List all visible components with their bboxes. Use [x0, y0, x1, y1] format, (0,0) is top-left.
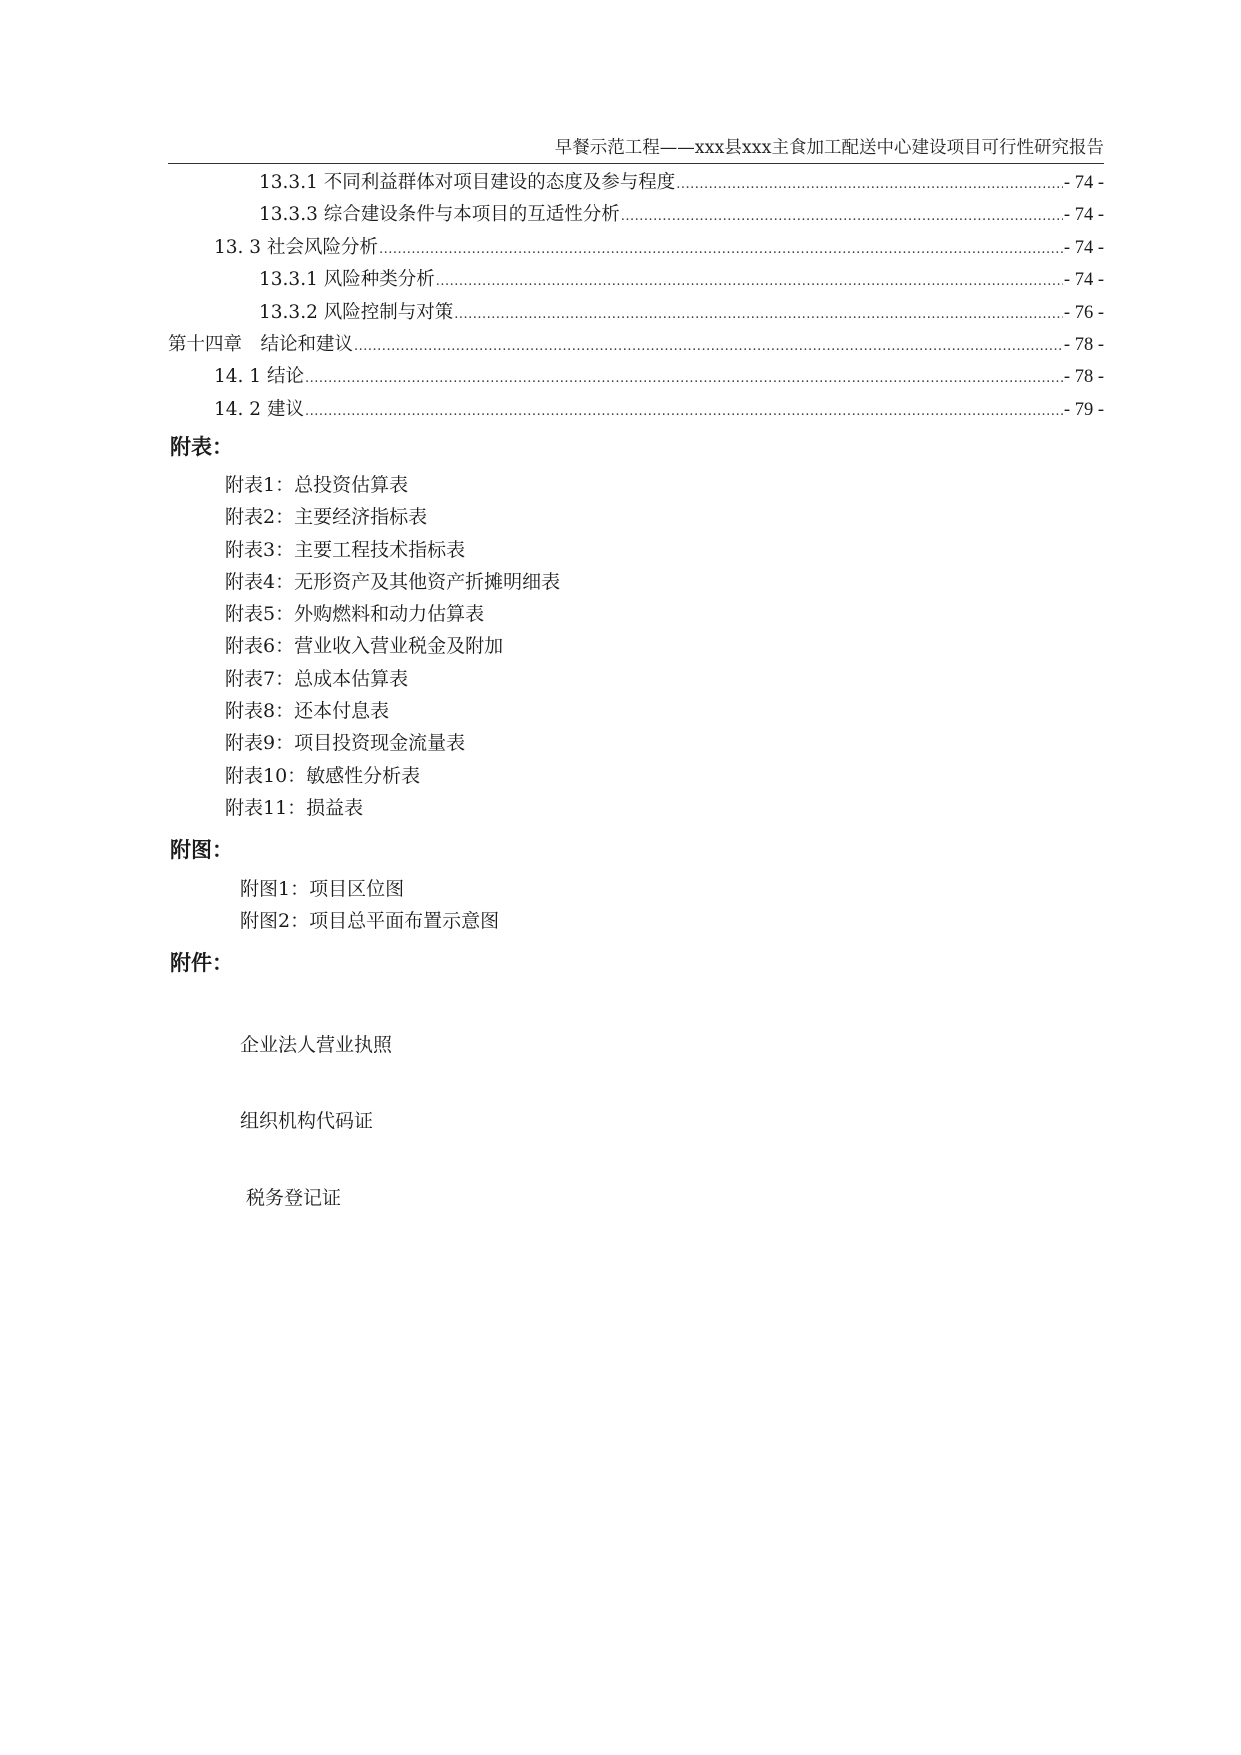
toc-entry-page: - 79 - [1063, 399, 1104, 420]
toc-leader-dots [354, 331, 1063, 363]
toc-leader-dots [454, 299, 1063, 331]
toc-entry-title: 14. 2 建议 [214, 398, 304, 420]
toc-entry-title: 13. 3 社会风险分析 [214, 236, 378, 258]
toc-leader-dots [379, 234, 1063, 266]
toc-entry-page: - 74 - [1063, 270, 1104, 291]
list-item: 企业法人营业执照 [240, 1034, 393, 1056]
toc-entry[interactable] [168, 264, 1104, 296]
list-item: 附表9：项目投资现金流量表 [225, 732, 466, 755]
appendix-figures-list [240, 873, 499, 938]
toc-entry-title: 14. 1 结论 [214, 366, 304, 388]
toc-entry[interactable] [168, 297, 1104, 329]
list-item: 附表10：敏感性分析表 [225, 764, 421, 787]
toc-entry[interactable] [168, 394, 1104, 426]
toc-entry-page: - 74 - [1063, 173, 1104, 193]
toc-entry[interactable] [168, 199, 1104, 231]
page-header [168, 133, 1104, 164]
appendix-tables-heading: 附表： [170, 435, 233, 459]
toc-entry[interactable] [168, 232, 1104, 264]
toc-entry-page: - 74 - [1063, 205, 1104, 226]
toc-leader-dots [305, 363, 1063, 395]
toc-leader-dots [621, 201, 1063, 233]
toc-leader-dots [676, 169, 1063, 201]
toc-leader-dots [436, 266, 1063, 298]
list-item: 附表5：外购燃料和动力估算表 [225, 603, 485, 626]
table-of-contents [168, 167, 1104, 426]
toc-entry-title: 13.3.1 风险种类分析 [259, 269, 435, 291]
list-item: 组织机构代码证 [240, 1110, 374, 1133]
list-item: 附表4：无形资产及其他资产折摊明细表 [225, 570, 561, 593]
toc-entry[interactable] [168, 329, 1104, 361]
toc-entry-title: 13.3.3 综合建设条件与本项目的互适性分析 [259, 204, 620, 226]
list-item: 附表2：主要经济指标表 [225, 506, 428, 529]
list-item: 附表6：营业收入营业税金及附加 [225, 635, 504, 658]
list-item: 税务登记证 [240, 1186, 342, 1209]
toc-entry-page: - 74 - [1063, 237, 1104, 258]
toc-entry-title: 13.3.1 不同利益群体对项目建设的态度及参与程度 [259, 172, 676, 193]
toc-entry-page: - 78 - [1063, 334, 1104, 355]
toc-entry-title: 13.3.2 风险控制与对策 [259, 301, 454, 323]
list-item: 附图1：项目区位图 [240, 878, 405, 900]
list-item: 附表1：总投资估算表 [225, 474, 409, 496]
list-item: 附表3：主要工程技术指标表 [225, 538, 466, 561]
list-item: 附表8：还本付息表 [225, 700, 390, 723]
toc-entry-page: - 76 - [1063, 302, 1104, 323]
toc-entry[interactable] [168, 361, 1104, 393]
attachments-heading: 附件： [170, 951, 233, 975]
toc-leader-dots [305, 396, 1063, 428]
toc-entry[interactable] [168, 167, 1104, 199]
appendix-figures-heading: 附图： [170, 838, 233, 862]
list-item: 附表7：总成本估算表 [225, 667, 409, 690]
list-item: 附图2：项目总平面布置示意图 [240, 910, 500, 933]
header-title: 早餐示范工程——xxx县xxx主食加工配送中心建设项目可行性研究报告 [554, 138, 1104, 158]
list-item: 附表11：损益表 [225, 796, 364, 819]
attachments-list [240, 985, 392, 1258]
appendix-tables-list [225, 469, 560, 824]
toc-entry-title: 第十四章 结论和建议 [168, 333, 354, 355]
toc-entry-page: - 78 - [1063, 367, 1104, 388]
